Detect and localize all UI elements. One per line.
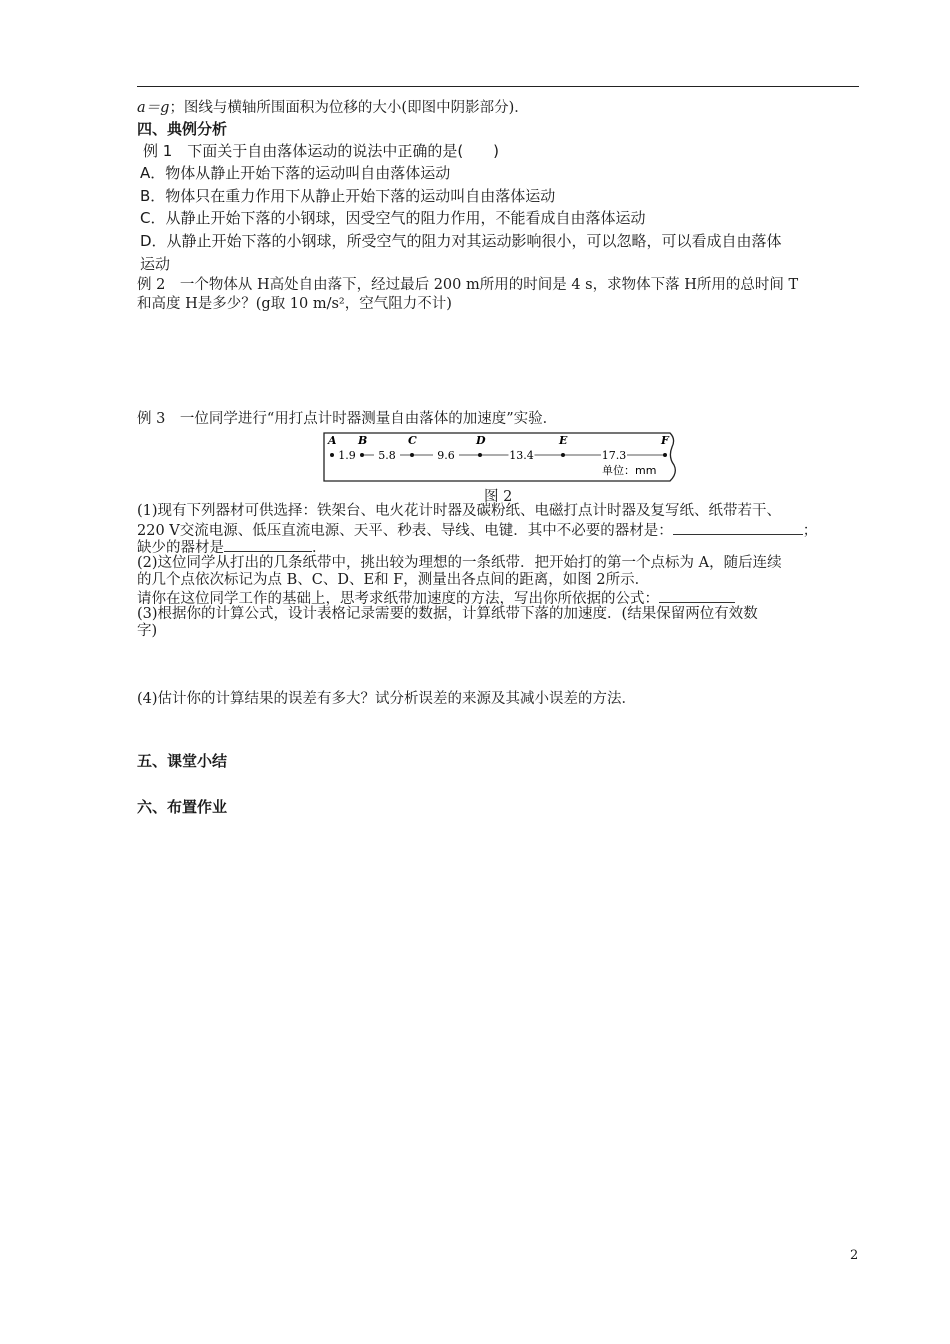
tape-point-dot bbox=[330, 453, 334, 457]
q3-line2: 字) bbox=[137, 623, 158, 639]
example1-option-a: A．物体从静止开始下落的运动叫自由落体运动 bbox=[140, 164, 451, 182]
example1-option-b: B．物体只在重力作用下从静止开始下落的运动叫自由落体运动 bbox=[140, 187, 556, 205]
tape-distance-label: 13.4 bbox=[509, 449, 534, 462]
missing-equipment-blank[interactable] bbox=[224, 537, 312, 552]
example2-line2: 和高度 H是多少？(g取 10 m/s²，空气阻力不计) bbox=[137, 296, 452, 312]
q2-line1: (2)这位同学从打出的几条纸带中，挑出较为理想的一条纸带．把开始打的第一个点标为 A，随后连续 bbox=[137, 555, 782, 571]
tape-point-label: E bbox=[559, 434, 568, 447]
formula-blank[interactable] bbox=[659, 588, 735, 603]
q2-line2: 的几个点依次标记为点 B、C、D、E和 F，测量出各点间的距离，如图 2所示． bbox=[137, 572, 650, 588]
tape-point-label: B bbox=[358, 434, 368, 447]
tape-distance-label: 1.9 bbox=[338, 449, 356, 462]
tape-point-dot bbox=[478, 453, 482, 457]
formula-text: ；图线与横轴所围面积为位移的大小(即图中阴影部分)． bbox=[169, 100, 529, 116]
example1-option-d-line1: D．从静止开始下落的小钢球，所受空气的阻力对其运动影响很小，可以忽略，可以看成自由落体 bbox=[140, 232, 782, 250]
unnecessary-equipment-blank[interactable] bbox=[673, 520, 803, 535]
tape-distance-label: 9.6 bbox=[437, 449, 455, 462]
example1-option-c: C．从静止开始下落的小钢球，因受空气的阻力作用，不能看成自由落体运动 bbox=[140, 209, 646, 227]
q1-line2-text: 220 V交流电源、低压直流电源、天平、秒表、导线、电键．其中不必要的器材是： bbox=[137, 523, 673, 539]
tape-point-dot bbox=[663, 453, 667, 457]
q1-line1: (1)现有下列器材可供选择：铁架台、电火花计时器及碳粉纸、电磁打点计时器及复写纸、纸带若干、 bbox=[137, 503, 782, 519]
tape-distance-label: 17.3 bbox=[601, 449, 627, 462]
formula-math: a＝g bbox=[137, 100, 170, 116]
tape-distance-label: 5.8 bbox=[378, 449, 396, 462]
q1-line3-text: 缺少的器材是 bbox=[137, 540, 224, 556]
tape-point-dot bbox=[360, 453, 364, 457]
section5-title: 五、课堂小结 bbox=[137, 752, 228, 770]
header-rule bbox=[137, 86, 859, 87]
q3-line1: (3)根据你的计算公式，设计表格记录需要的数据，计算纸带下落的加速度．(结果保留两位有效数 bbox=[137, 606, 758, 622]
example3-intro: 例 3 一位同学进行“用打点计时器测量自由落体的加速度”实验． bbox=[137, 411, 558, 427]
tape-unit: 单位：mm bbox=[602, 464, 657, 477]
tape-point-dot bbox=[410, 453, 414, 457]
q1-line3-end: ． bbox=[312, 540, 327, 556]
paper-tape-figure bbox=[320, 431, 680, 483]
example2-line1: 例 2 一个物体从 H高处自由落下，经过最后 200 m所用的时间是 4 s，求物体下落 H所用的总时间 T bbox=[137, 277, 799, 293]
tape-point-label: C bbox=[408, 434, 417, 447]
section4-title: 四、典例分析 bbox=[137, 120, 228, 138]
example1-option-d-line2: 运动 bbox=[140, 255, 171, 273]
q4: (4)估计你的计算结果的误差有多大？试分析误差的来源及其减小误差的方法． bbox=[137, 691, 637, 707]
tape-point-label: A bbox=[328, 434, 337, 447]
q1-line2-end: ； bbox=[802, 523, 818, 539]
q2-line3-text: 请你在这位同学工作的基础上，思考求纸带加速度的方法，写出你所依据的公式： bbox=[137, 591, 659, 607]
tape-point-label: D bbox=[476, 434, 486, 447]
tape-point-dot bbox=[561, 453, 565, 457]
example1-stem: 例 1 下面关于自由落体运动的说法中正确的是( ) bbox=[143, 142, 500, 160]
page-number: 2 bbox=[850, 1248, 859, 1263]
formula-line bbox=[137, 99, 529, 117]
section6-title: 六、布置作业 bbox=[137, 798, 228, 816]
tape-point-label: F bbox=[661, 434, 669, 447]
figure-caption: 图 2 bbox=[484, 489, 513, 505]
